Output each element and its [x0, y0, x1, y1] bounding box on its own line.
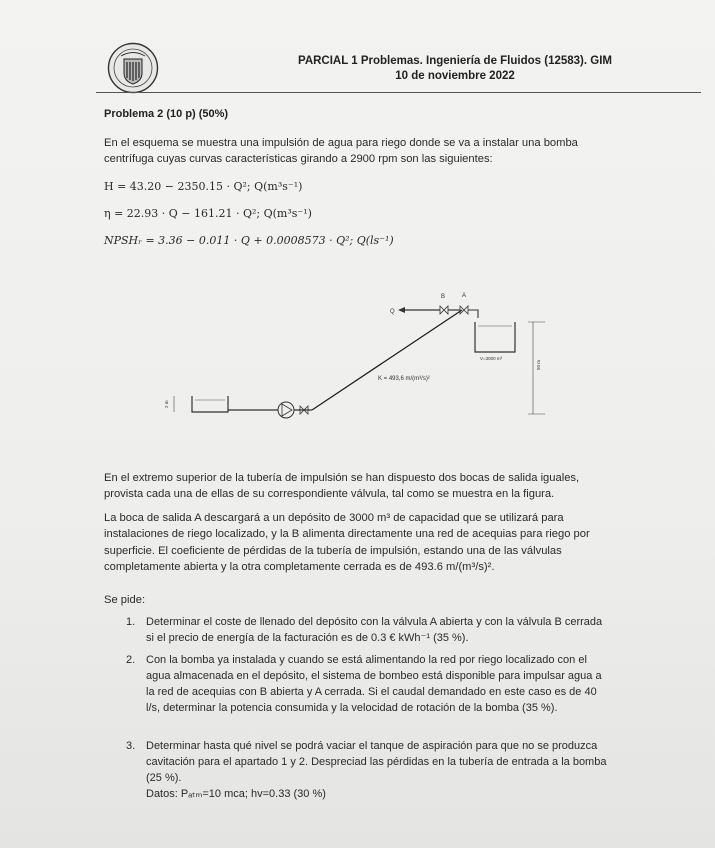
given-data: [126, 786, 606, 804]
paragraph-description: La boca de salida A descargará a un depósito de 3000 m³ de capacidad que se utilizará para instalaciones de riego localizado, y la B alimenta directamente una red de acequias para riego por superficie. El coeficiente de pérdidas de la tubería de impulsión, estando una de las válvulas completamente abierta y la otra completamente cerrada es de 493.6 m/(m³/s)².: [104, 512, 590, 573]
questions-label: Se pide:: [104, 594, 146, 606]
label-q: Q: [390, 309, 395, 315]
question-2: [126, 652, 606, 734]
question-number: 1.: [126, 616, 136, 628]
upper-tank: [475, 322, 515, 352]
equation-npsh: NPSHᵣ = 3.36 − 0.011 · Q + 0.0008573 · Q²; Q(ls⁻¹): [104, 234, 394, 247]
question-number: 3.: [126, 740, 136, 752]
question-text: Determinar el coste de llenado del depósito con la válvula A abierta y con la válvula B cerrada si el precio de energía de la facturación es de 0.3 € kWh⁻¹ (35 %).: [146, 616, 603, 644]
label-a: A: [462, 293, 467, 299]
question-text: Con la bomba ya instalada y cuando se está alimentando la red por riego localizado con el agua almacenada en el depósito, el sistema de bombeo está disponible para impulsar agua a la red de acequias con B abierta y A cerrada. Si el caudal demandado en este caso es de 40 l/s, determinar la potencia consumida y la velocidad de rotación de la bomba (35 %).: [146, 654, 602, 714]
exam-header: [290, 54, 620, 84]
equation-efficiency: η = 22.93 · Q − 161.21 · Q²; Q(m³s⁻¹): [104, 207, 312, 220]
paragraph-outlets: En el extremo superior de la tubería de impulsión se han dispuesto dos bocas de salida iguales, provista cada una de ellas de su correspondiente válvula, tal como se muestra en la figura.: [104, 472, 580, 501]
label-suction-height: 2 m: [164, 400, 169, 408]
exam-title: PARCIAL 1 Problemas. Ingeniería de Fluidos (12583). GIM: [298, 55, 612, 67]
label-height: 50 m: [536, 359, 541, 370]
header-divider: [96, 92, 701, 93]
question-1: [126, 614, 606, 648]
given-data-text: Datos: Pₐₜₘ=10 mca; hv=0.33 (30 %): [146, 788, 326, 800]
equation-head: H = 43.20 − 2350.15 · Q²; Q(m³s⁻¹): [104, 180, 303, 193]
flow-arrow-icon: [398, 307, 405, 313]
question-3: [126, 738, 606, 788]
exam-date: 10 de noviembre 2022: [395, 70, 515, 82]
question-number: 2.: [126, 654, 136, 666]
university-seal-icon: [107, 42, 159, 94]
question-text: Determinar hasta qué nivel se podrá vaciar el tanque de aspiración para que no se produzca cavitación para el apartado 1 y 2. Despreciad las pérdidas en la tubería de entrada a la bomba (25 %).: [146, 740, 607, 784]
valve-b-icon: [440, 306, 448, 314]
discharge-pipe: [312, 310, 462, 410]
label-volume: V=3000 m³: [480, 356, 503, 361]
problem-heading: Problema 2 (10 p) (50%): [104, 108, 229, 120]
problem-intro: En el esquema se muestra una impulsión de agua para riego donde se va a instalar una bomba centrífuga cuyas curvas características girando a 2900 rpm son las siguientes:: [104, 137, 578, 166]
pumping-diagram: [0, 270, 715, 450]
suction-tank: [192, 396, 228, 412]
outflow-pipe-a: [468, 310, 478, 318]
label-loss-coefficient: K = 493,6 m/(m³/s)²: [378, 376, 430, 382]
label-b: B: [441, 294, 446, 300]
